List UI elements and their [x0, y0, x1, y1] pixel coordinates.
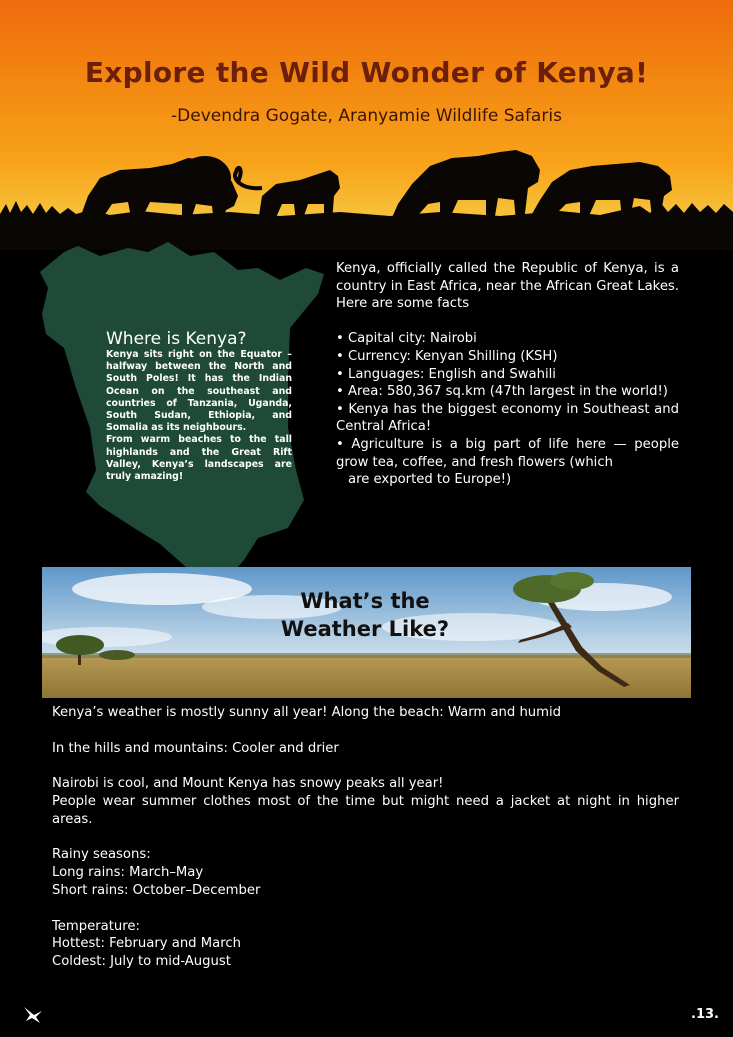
hero-banner — [0, 0, 733, 250]
weather-line: People wear summer clothes most of the time but might need a jacket at night in higher areas. — [52, 793, 679, 827]
weather-heading — [280, 587, 450, 643]
temperature-coldest: Coldest: July to mid-August — [52, 954, 231, 970]
page-number: .13. — [691, 1007, 719, 1022]
temperature-label: Temperature: — [52, 918, 140, 934]
bird-logo-icon — [22, 1003, 44, 1029]
weather-line: Kenya’s weather is mostly sunny all year! Along the beach: Warm and humid — [52, 705, 562, 720]
rainy-short: Short rains: October–December — [52, 882, 261, 898]
where-description — [106, 349, 292, 483]
fact-item-continuation: are exported to Europe!) — [348, 472, 512, 488]
fact-item: • Kenya has the biggest economy in Southeast and Central Africa! — [336, 401, 679, 435]
fact-item: • Agriculture is a big part of life here — people grow tea, coffee, and fresh flowers (which — [336, 436, 679, 470]
weather-line: In the hills and mountains: Cooler and drier — [52, 740, 339, 756]
temperature-hottest: Hottest: February and March — [52, 936, 241, 952]
where-paragraph-2: From warm beaches to the tall highlands and the Great Rift Valley, Kenya’s landscapes are truly amazing! — [106, 434, 292, 483]
fact-item: • Currency: Kenyan Shilling (KSH) — [336, 348, 558, 364]
kenya-facts — [336, 260, 679, 489]
fact-item: • Capital city: Nairobi — [336, 331, 477, 347]
where-paragraph: Kenya sits right on the Equator – halfway between the North and South Poles! It has the Indian Ocean on the southeast and countries of Tanzania, Uganda, South Sudan, Ethiopia, and Somalia as its neighbours. — [106, 349, 292, 434]
page-title: Explore the Wild Wonder of Kenya! — [84, 56, 649, 89]
rainy-label: Rainy seasons: — [52, 847, 151, 863]
weather-line: Nairobi is cool, and Mount Kenya has snowy peaks all year! — [52, 776, 444, 792]
fact-item: • Area: 580,367 sq.km (47th largest in the world!) — [336, 384, 668, 400]
weather-heading-line1: What’s the — [300, 589, 430, 613]
where-heading: Where is Kenya? — [106, 329, 247, 349]
fact-item: • Languages: English and Swahili — [336, 366, 556, 382]
facts-intro: Kenya, officially called the Republic of Kenya, is a country in East Africa, near the African Great Lakes. Here are some facts — [336, 261, 679, 312]
page-subtitle: -Devendra Gogate, Aranyamie Wildlife Safaris — [171, 106, 562, 126]
rainy-long: Long rains: March–May — [52, 865, 204, 881]
weather-description — [52, 704, 679, 971]
weather-heading-line2: Weather Like? — [280, 617, 450, 641]
